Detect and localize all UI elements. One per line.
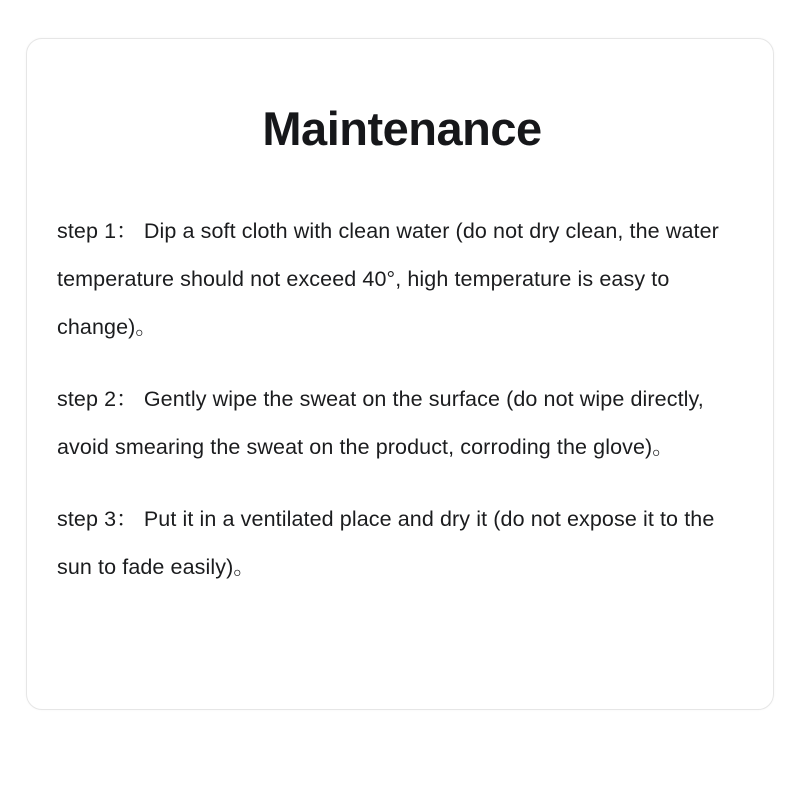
step-label: step 2： bbox=[57, 386, 138, 411]
step-text: Gently wipe the sweat on the surface (do not wipe directly, avoid smearing the sweat on the product, corroding the glove)。 bbox=[57, 386, 704, 459]
list-item bbox=[57, 207, 747, 351]
step-label: step 1： bbox=[57, 218, 138, 243]
page-title: Maintenance bbox=[262, 102, 542, 155]
list-item bbox=[57, 495, 747, 591]
maintenance-card bbox=[26, 38, 774, 710]
card-content bbox=[57, 63, 747, 591]
list-item bbox=[57, 375, 747, 471]
step-text: Put it in a ventilated place and dry it (do not expose it to the sun to fade easily)。 bbox=[57, 506, 715, 579]
maintenance-steps-list bbox=[57, 207, 747, 591]
step-label: step 3： bbox=[57, 506, 138, 531]
step-text: Dip a soft cloth with clean water (do not dry clean, the water temperature should not exceed 40°, high temperature is easy to change)。 bbox=[57, 218, 719, 339]
